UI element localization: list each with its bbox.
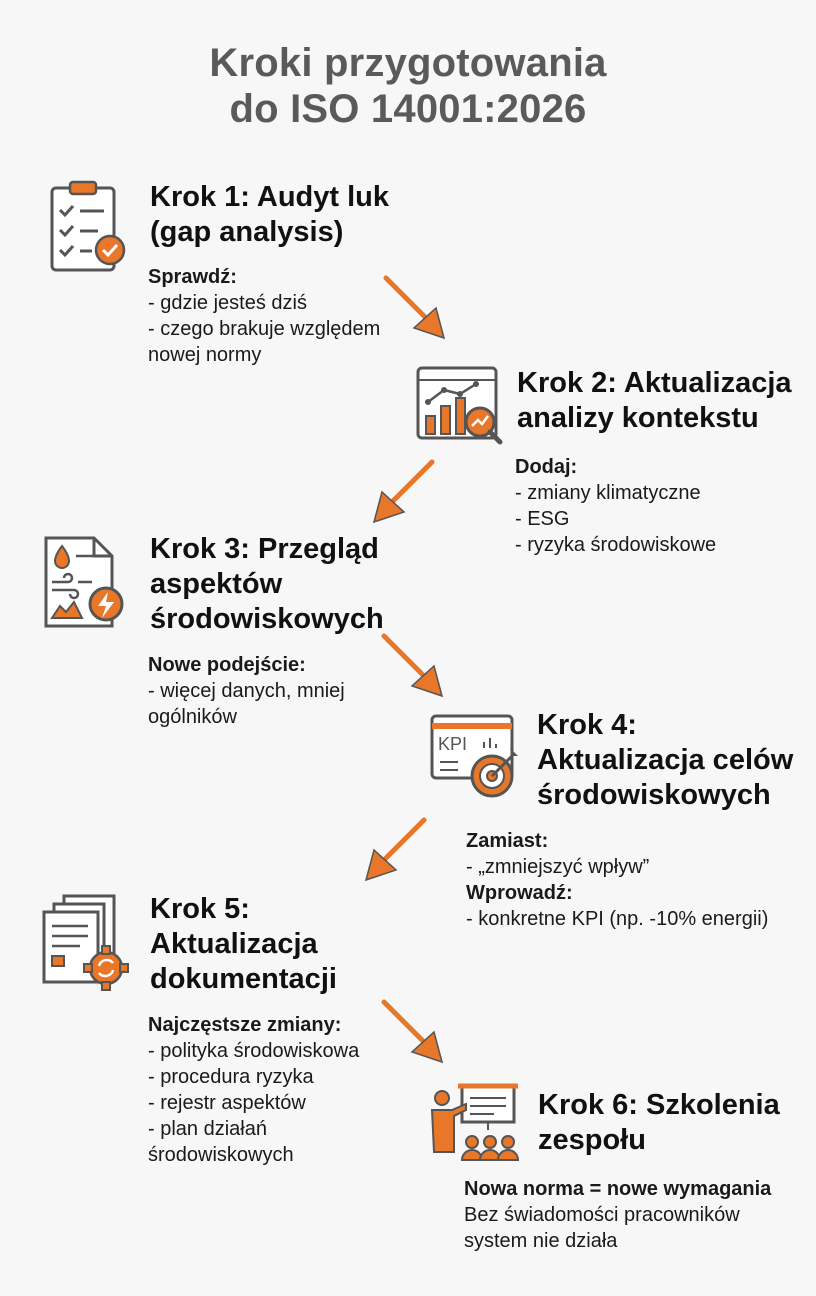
step-5-item: - procedura ryzyka bbox=[148, 1066, 314, 1088]
step-6-item: Bez świadomości pracowników system nie działa bbox=[464, 1204, 740, 1252]
step-1-title: Krok 1: Audyt luk (gap analysis) bbox=[150, 181, 390, 248]
checklist-icon bbox=[48, 178, 128, 274]
step-4-heading: Zamiast: bbox=[466, 830, 549, 852]
step-2-body bbox=[515, 454, 716, 558]
step-2-item: - ryzyka środowiskowe bbox=[515, 534, 717, 556]
arrow-step-5-to-6 bbox=[376, 994, 450, 1070]
step-1-item: - gdzie jesteś dziś bbox=[148, 292, 307, 314]
step-6-body bbox=[464, 1176, 771, 1254]
step-4-heading-2: Wprowadź: bbox=[466, 882, 573, 904]
step-4-title: Krok 4: Aktualizacja celów środowiskowych bbox=[537, 709, 794, 811]
step-1-heading: Sprawdź: bbox=[148, 266, 237, 288]
arrow-step-1-to-2 bbox=[378, 270, 452, 346]
step-1-body bbox=[148, 264, 380, 368]
step-5-item: - polityka środowiskowa bbox=[148, 1040, 360, 1062]
arrow-step-3-to-4 bbox=[376, 628, 450, 704]
step-5-title: Krok 5: Aktualizacja dokumentacji bbox=[150, 893, 337, 995]
step-3-heading: Nowe podejście: bbox=[148, 654, 306, 676]
step-2-title: Krok 2: Aktualizacja analizy kontekstu bbox=[517, 367, 792, 434]
step-3-title: Krok 3: Przegląd aspektów środowiskowych bbox=[150, 533, 384, 635]
title-line-2: do ISO 14001:2026 bbox=[229, 87, 587, 131]
step-1-item: - czego brakuje względem nowej normy bbox=[148, 318, 381, 366]
kpi-target-icon bbox=[428, 712, 520, 802]
chart-analysis-icon bbox=[414, 364, 504, 446]
step-5-item: - rejestr aspektów bbox=[148, 1092, 306, 1114]
environment-document-icon bbox=[40, 532, 130, 632]
step-5-item: - plan działań środowiskowych bbox=[148, 1118, 294, 1166]
step-4-item: - konkretne KPI (np. -10% energii) bbox=[466, 908, 769, 930]
step-2-item: - ESG bbox=[515, 508, 570, 530]
step-3-item: - więcej danych, mniej ogólników bbox=[148, 680, 345, 728]
step-2-item: - zmiany klimatyczne bbox=[515, 482, 701, 504]
step-4-body bbox=[466, 828, 768, 932]
page-title bbox=[0, 40, 816, 132]
training-presentation-icon bbox=[428, 1080, 520, 1164]
svg-text:KPI: KPI bbox=[438, 734, 468, 754]
step-6-heading: Nowa norma = nowe wymagania bbox=[464, 1178, 772, 1200]
step-5-heading: Najczęstsze zmiany: bbox=[148, 1014, 342, 1036]
step-3-body bbox=[148, 652, 345, 730]
arrow-step-2-to-3 bbox=[366, 454, 440, 530]
documents-gear-icon bbox=[40, 892, 132, 992]
step-5-body bbox=[148, 1012, 359, 1168]
step-2-heading: Dodaj: bbox=[515, 456, 578, 478]
title-line-1: Kroki przygotowania bbox=[209, 41, 607, 85]
step-6-title: Krok 6: Szkolenia zespołu bbox=[538, 1089, 780, 1156]
step-4-item: - „zmniejszyć wpływ” bbox=[466, 856, 650, 878]
arrow-step-4-to-5 bbox=[358, 812, 432, 888]
